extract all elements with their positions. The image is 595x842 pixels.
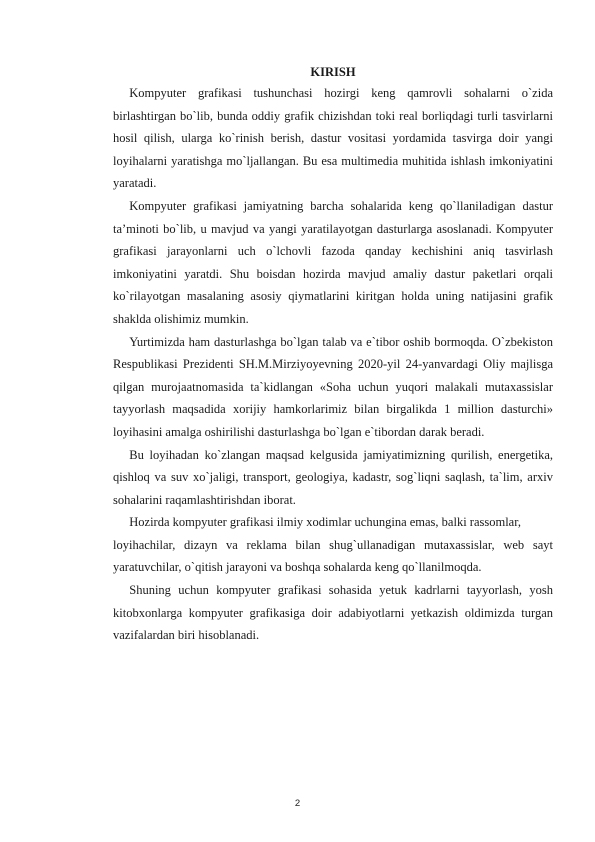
- paragraph-3: Yurtimizda ham dasturlashga bo`lgan talab va e`tibor oshib bormoqda. O`zbekiston Respublikasi Prezidenti SH.M.Mirziyoyevning 2020-yil 24-yanvardagi Oliy majlisga qilgan murojaatnomasida ta`kidlangan «Soha uchun yuqori malakali mutaxassislar tayyorlash maqsadida xorijiy hamkorlarimiz bilan birgalikda 1 million dasturchi» loyihasini amalga oshirilishi dasturlashga bo`lgan e`tibordan darak beradi.: [113, 334, 553, 439]
- section-heading: KIRISH: [310, 65, 356, 79]
- paragraph-4: Bu loyihadan ko`zlangan maqsad kelgusida jamiyatimizning qurilish, energetika, qishloq va suv xo`jaligi, transport, geologiya, kadastr, sog`liqni saqlash, ta`lim, arxiv sohalarini raqamlashtirishdan iborat.: [113, 447, 553, 507]
- paragraph-1: Kompyuter grafikasi tushunchasi hozirgi keng qamrovli sohalarni o`zida birlashtirgan bo`lib, bunda oddiy grafik chizishdan toki real borliqdagi turli tasvirlarni hosil qilish, ularga ko`rinish berish, dastur vositasi yordamida tasvirga doir yangi loyihalarni yaratishga mo`ljallangan. Bu esa multimedia muhitida ishlash imkoniyatini yaratadi.: [113, 86, 553, 191]
- paragraph-5: Hozirda kompyuter grafikasi ilmiy xodimlar uchungina emas, balki rassomlar,: [129, 515, 522, 530]
- paragraph-6: loyihachilar, dizayn va reklama bilan shug`ullanadigan mutaxassislar, web sayt yaratuvchilar, o`qitish jarayoni va boshqa sohalarda keng qo`llanilmoqda.: [113, 537, 553, 575]
- paragraph-2: Kompyuter grafikasi jamiyatning barcha sohalarida keng qo`llaniladigan dastur ta’minoti bo`lib, u mavjud va yangi yaratilayotgan dasturlarga asoslanadi. Kompyuter grafikasi jarayonlarni uch o`lchovli fazoda qanday kechishini aniq tasvirlash imkoniyatini yaratdi. Shu boisdan hozirda mavjud amaliy dastur paketlari orqali ko`rilayotgan masalaning asosiy qiymatlarini kiritgan holda uning natijasini grafik shaklda olishimiz mumkin.: [113, 198, 553, 326]
- page-number: 2: [294, 798, 301, 809]
- paragraph-7: Shuning uchun kompyuter grafikasi sohasida yetuk kadrlarni tayyorlash, yosh kitobxonlarga kompyuter grafikasiga doir adabiyotlarni yetkazish oldimizda turgan vazifalardan biri hisoblanadi.: [113, 583, 553, 643]
- document-body: [113, 62, 553, 647]
